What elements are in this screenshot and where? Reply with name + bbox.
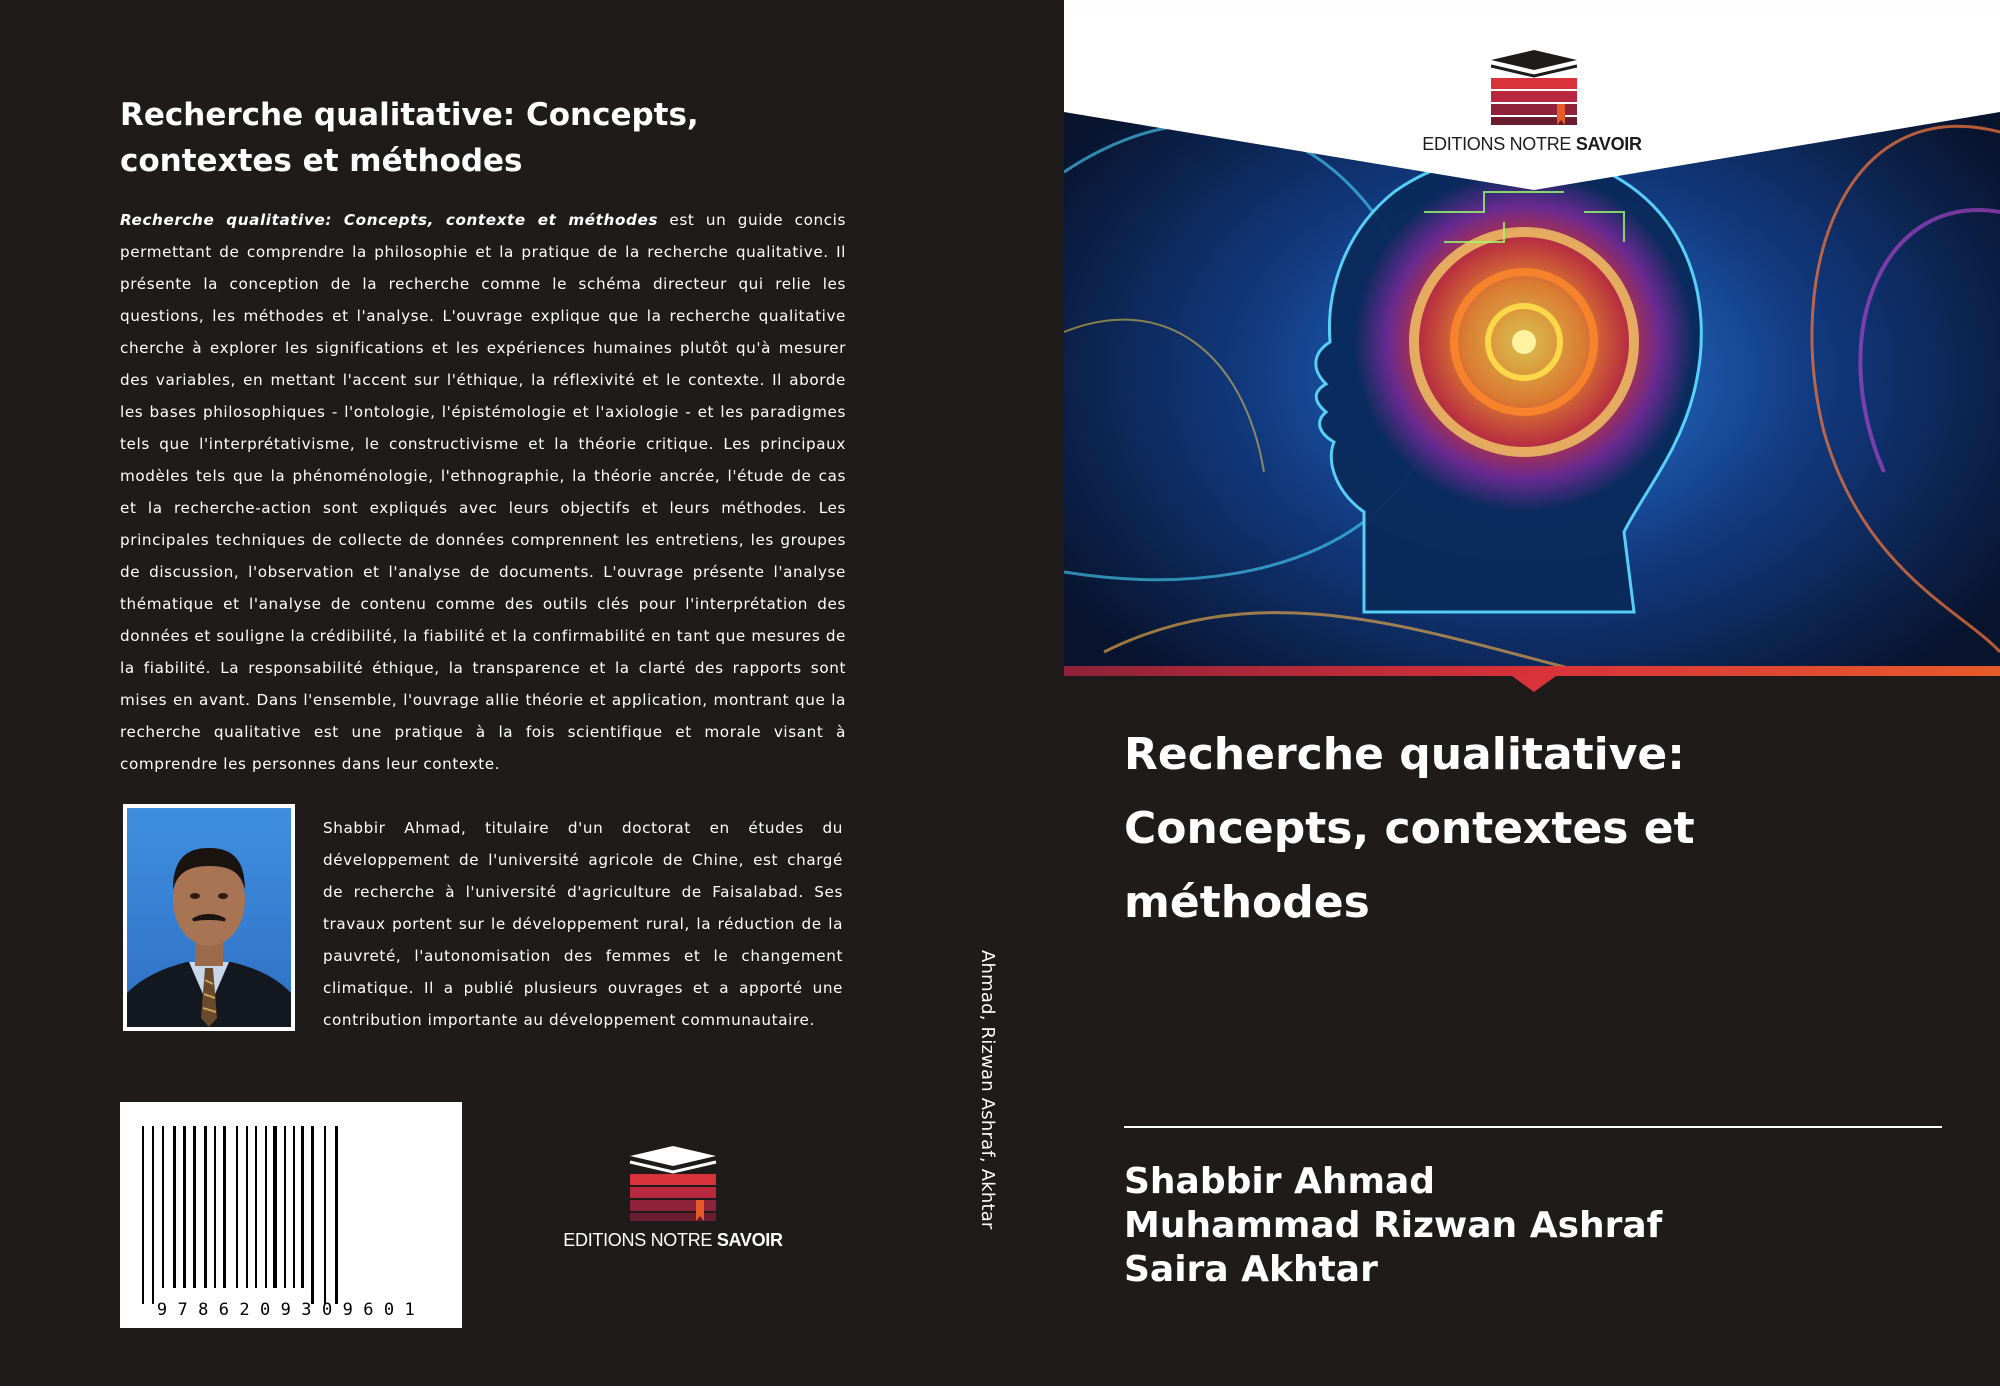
- barcode-bar: [142, 1126, 144, 1304]
- spine-authors: Ahmad, Rizwan Ashraf, Akhtar: [977, 950, 998, 1230]
- barcode-bar: [162, 1126, 164, 1288]
- barcode-bar: [284, 1126, 286, 1288]
- back-publisher-logo: [560, 1142, 786, 1258]
- barcode-bar: [246, 1126, 248, 1288]
- author-portrait-image: [127, 808, 291, 1027]
- description-body: est un guide concis permettant de comprendre la philosophie et la pratique de la recherche qualitative. Il présente la conception de la recherche comme le schéma directeur qui relie les questions, les méthodes et l'analyse. L'ouvrage explique que la recherche qualitative cherche à explorer les significations et les expériences humaines plutôt qu'à mesurer des variables, en mettant l'accent sur l'éthique, la réflexivité et le contexte. Il aborde les bases philosophiques - l'ontologie, l'épistémologie et l'axiologie - et les paradigmes tels que l'interprétativisme, le constructivisme et la théorie critique. Les principaux modèles tels que la phénoménologie, l'ethnographie, la théorie ancrée, l'étude de cas et la recherche-action sont expliqués avec leurs objectifs et leurs méthodes. Les principales techniques de collecte de données comprennent les entretiens, les groupes de discussion, l'observation et l'analyse de documents. L'ouvrage présente l'analyse thématique et l'analyse de contenu comme des outils clés pour l'interprétation des données et souligne la crédibilité, la fiabilité et la confirmabilité en tant que mesures de la fiabilité. La responsabilité éthique, la transparence et la clarté des rapports sont mises en avant. Dans l'ensemble, l'ouvrage allie théorie et application, montrant que la recherche qualitative est une pratique à la fois scientifique et morale visant à comprendre les personnes dans leur contexte.: [120, 211, 846, 773]
- author-bio: Shabbir Ahmad, titulaire d'un doctorat en études du développement de l'université agricole de Chine, est chargé de recherche à l'université d'agriculture de Faisalabad. Ses travaux portent sur le développement rural, la réduction de la pauvreté, l'autonomisation des femmes et le changement climatique. Il a publié plusieurs ouvrages et a apporté une contribution importante au développement communautaire.: [323, 819, 843, 1029]
- title-line-2: Concepts, contextes et: [1124, 803, 1695, 854]
- author-name: Shabbir Ahmad: [1124, 1161, 1436, 1202]
- back-cover-description: [120, 204, 846, 780]
- barcode-bar: [223, 1126, 226, 1288]
- barcode-bar: [173, 1126, 176, 1288]
- barcode-bar: [273, 1126, 277, 1288]
- fractal-head-illustration: [1064, 12, 2000, 695]
- barcode-bar: [293, 1126, 295, 1288]
- author-name: Saira Akhtar: [1124, 1249, 1378, 1290]
- barcode-bar: [311, 1126, 314, 1304]
- barcode-bar: [255, 1126, 257, 1288]
- title-line-1: Recherche qualitative:: [1124, 729, 1685, 780]
- barcode-bar: [152, 1126, 154, 1304]
- barcode-bar: [236, 1126, 238, 1288]
- front-publisher-logo-icon: [1491, 50, 1577, 125]
- publisher-name-regular: EDITIONS NOTRE: [1422, 134, 1576, 154]
- isbn-digits: 9786209309601: [156, 1300, 426, 1320]
- barcode-bar: [193, 1126, 196, 1288]
- barcode-bar: [324, 1126, 326, 1304]
- barcode-bars: [120, 1102, 462, 1328]
- author-list: [1124, 1160, 1662, 1292]
- author-photo: [123, 804, 295, 1031]
- stacked-books-logo-icon: [560, 1142, 786, 1222]
- barcode-bar: [301, 1126, 304, 1288]
- barcode-bar: [183, 1126, 186, 1288]
- back-publisher-name: [560, 1230, 786, 1251]
- title-line-3: méthodes: [1124, 877, 1370, 928]
- barcode-bar: [204, 1126, 207, 1288]
- barcode-bar: [265, 1126, 267, 1288]
- publisher-name-regular: EDITIONS NOTRE: [563, 1230, 717, 1250]
- title-divider: [1124, 1126, 1942, 1128]
- publisher-name-bold: SAVOIR: [716, 1230, 783, 1250]
- front-cover-title: [1124, 718, 1964, 940]
- front-cover: [1064, 12, 2000, 1386]
- author-name: Muhammad Rizwan Ashraf: [1124, 1205, 1663, 1246]
- isbn-barcode: [120, 1102, 462, 1328]
- barcode-bar: [214, 1126, 216, 1288]
- back-cover-title: Recherche qualitative: Concepts, contextes et méthodes: [120, 97, 699, 179]
- publisher-name-bold: SAVOIR: [1575, 134, 1642, 154]
- description-lead: Recherche qualitative: Concepts, contexte et méthodes: [120, 211, 658, 229]
- front-publisher-name: [1064, 134, 2000, 155]
- barcode-bar: [335, 1126, 338, 1304]
